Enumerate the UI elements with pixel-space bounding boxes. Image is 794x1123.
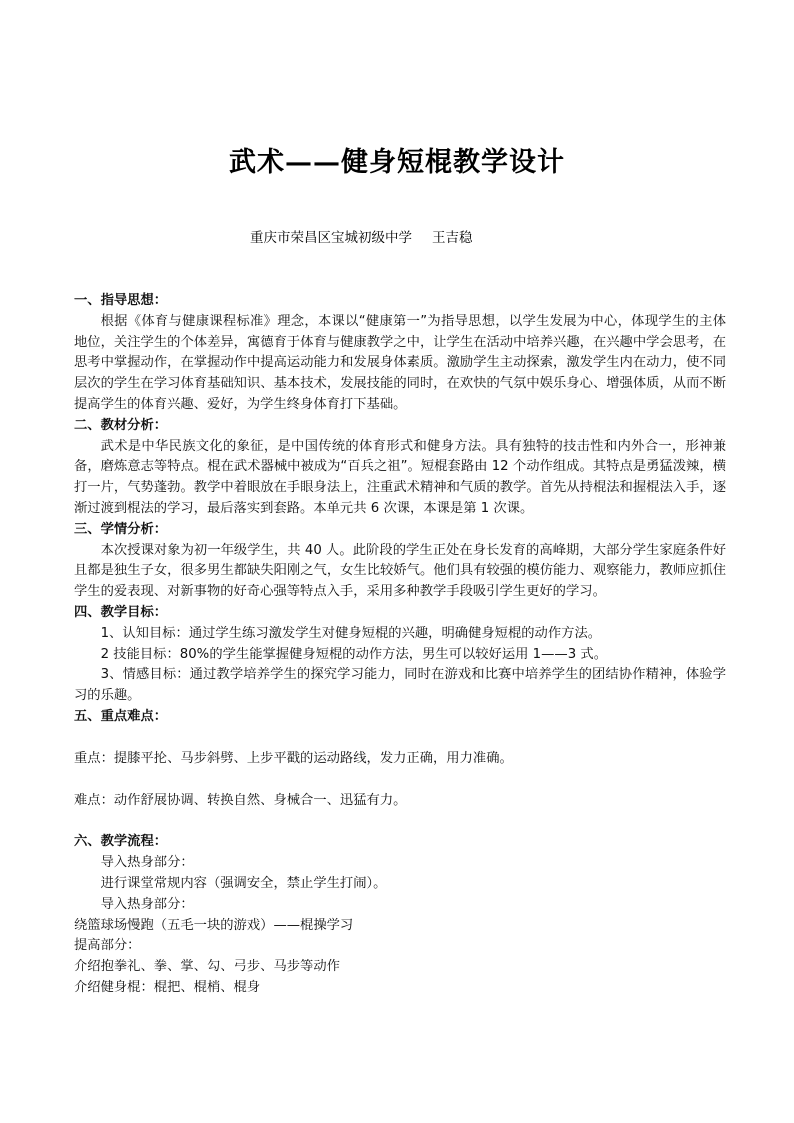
document-title: 武术——健身短棍教学设计 [229,147,565,178]
process-line: 介绍抱拳礼、拳、掌、勾、弓步、马步等动作 [74,959,340,975]
process-line: 导入热身部分： [100,855,194,871]
spacer [74,728,726,749]
school-name: 重庆市荣昌区宝城初级中学 [250,230,412,246]
process-line: 介绍健身棍：棍把、棍梢、棍身 [74,979,261,995]
difficult-point: 难点：动作舒展协调、转换自然、身械合一、迅猛有力。 [74,792,407,808]
paragraph-material-analysis: 武术是中华民族文化的象征，是中国传统的体育形式和健身方法。具有独特的技击性和内外合一，形神兼备，磨炼意志等特点。棍在武术器械中被成为“百兵之祖”。短棍套路由 12 个动作组成。其特点是勇猛泼辣，横打一片，气势蓬勃。教学中着眼放在手眼身法上，注重武术精神和气质的教学。首先从持棍法和握棍法入手，逐渐过渡到棍法的学习，最后落实到套路。本单元共 6 次课，本课是第 1 次课。 [74,438,726,516]
author-line [250,226,473,246]
section-heading-teaching-goals: 四、教学目标： [74,604,168,620]
paragraph-guiding-thought: 根据《体育与健康课程标准》理念，本课以“健康第一”为指导思想，以学生发展为中心，体现学生的主体地位，关注学生的个体差异，寓德育于体育与健康教学之中，让学生在活动中培养兴趣，在兴趣中学会思考，在思考中掌握动作，在掌握动作中提高运动能力和发展身体素质。激励学生主动探索，激发学生内在动力，使不同层次的学生在学习体育基础知识、基本技术，发展技能的同时，在欢快的气氛中娱乐身心、增强体质，从而不断提高学生的体育兴趣、爱好，为学生终身体育打下基础。 [74,313,726,412]
process-line: 提高部分： [74,938,141,954]
goal-emotional: 3、情感目标：通过教学培养学生的探究学习能力，同时在游戏和比赛中培养学生的团结协作精神，体验学习的乐趣。 [74,667,726,704]
process-line: 绕篮球场慢跑（五毛一块的游戏）——棍操学习 [74,917,354,933]
section-heading-material-analysis: 二、教材分析： [74,417,168,433]
section-heading-guiding-thought: 一、指导思想： [74,293,168,308]
author-name: 王吉稳 [432,230,473,246]
goal-cognitive: 1、认知目标：通过学生练习激发学生对健身短棍的兴趣，明确健身短棍的动作方法。 [100,625,602,641]
section-heading-teaching-process: 六、教学流程： [74,834,168,850]
spacer [74,770,726,791]
document-body [74,291,726,999]
process-line: 导入热身部分： [100,896,194,912]
section-heading-student-analysis: 三、学情分析： [74,521,168,537]
key-point: 重点：提膝平抡、马步斜劈、上步平戳的运动路线，发力正确，用力准确。 [74,750,513,766]
spacer [74,811,726,832]
section-heading-key-difficult: 五、重点难点： [74,708,168,724]
paragraph-student-analysis: 本次授课对象为初一年级学生，共 40 人。此阶段的学生正处在身长发育的高峰期，大部分学生家庭条件好且都是独生子女，很多男生都缺失阳刚之气，女生比较娇气。他们具有较强的模仿能力、观察能力，教师应抓住学生的爱表现、对新事物的好奇心强等特点入手，采用多种教学手段吸引学生更好的学习。 [74,542,726,600]
process-line: 进行课堂常规内容（强调安全，禁止学生打闹）。 [100,875,387,891]
goal-skill: 2 技能目标：80%的学生能掌握健身短棍的动作方法，男生可以较好运用 1——3 式。 [100,646,608,662]
